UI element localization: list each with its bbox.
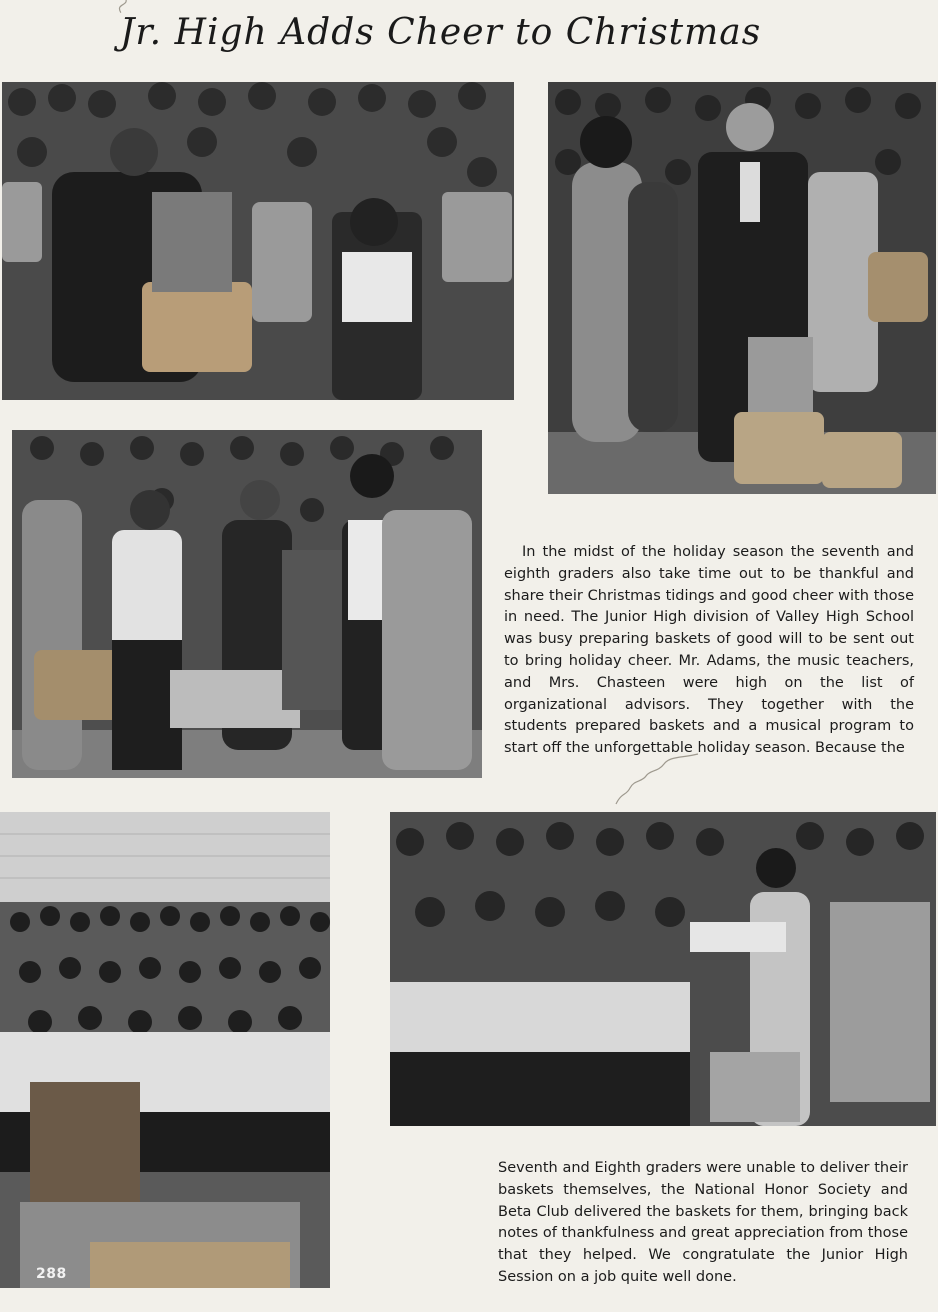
caption-paragraph-1	[504, 542, 914, 772]
page-number: 288	[36, 1266, 67, 1282]
caption-text-1: In the midst of the holiday season the seventh and eighth graders also take time out to be thankful and share their Christmas tidings and good cheer with those in need. The Junior High division of Valley High School was busy preparing baskets of good will to be sent out to bring holiday cheer. Mr. Adams, the music teachers, and Mrs. Chasteen were high on the list of organizational advisors. They together with the students prepared baskets and a musical program to start off the unforgettable holiday season. Because the	[504, 544, 914, 757]
photo-teacher-conducting-students	[390, 812, 936, 1126]
page-title: Jr. High Adds Cheer to Christmas	[120, 12, 762, 53]
photo-students-carrying-baskets	[2, 82, 514, 400]
photo-illustration	[0, 812, 330, 1288]
signature-squiggle-2	[612, 752, 702, 812]
photo-illustration	[12, 430, 482, 778]
caption-paragraph-2	[498, 1158, 908, 1292]
photo-illustration	[2, 82, 514, 400]
photo-choir-on-bleachers	[0, 812, 330, 1288]
handwritten-signature-2	[612, 752, 702, 812]
photo-illustration	[548, 82, 936, 494]
photo-students-with-boxes	[12, 430, 482, 778]
handwritten-signature	[112, 0, 126, 13]
caption-text-2: Seventh and Eighth graders were unable to deliver their baskets themselves, the National Honor Society and Beta Club delivered the baskets for them, bringing back notes of thankfulness and great appreciation from those that they helped. We congratulate the Junior High Session on a job quite well done.	[498, 1160, 908, 1285]
photo-teacher-and-baskets-on-stage	[548, 82, 936, 494]
photo-illustration	[390, 812, 936, 1126]
